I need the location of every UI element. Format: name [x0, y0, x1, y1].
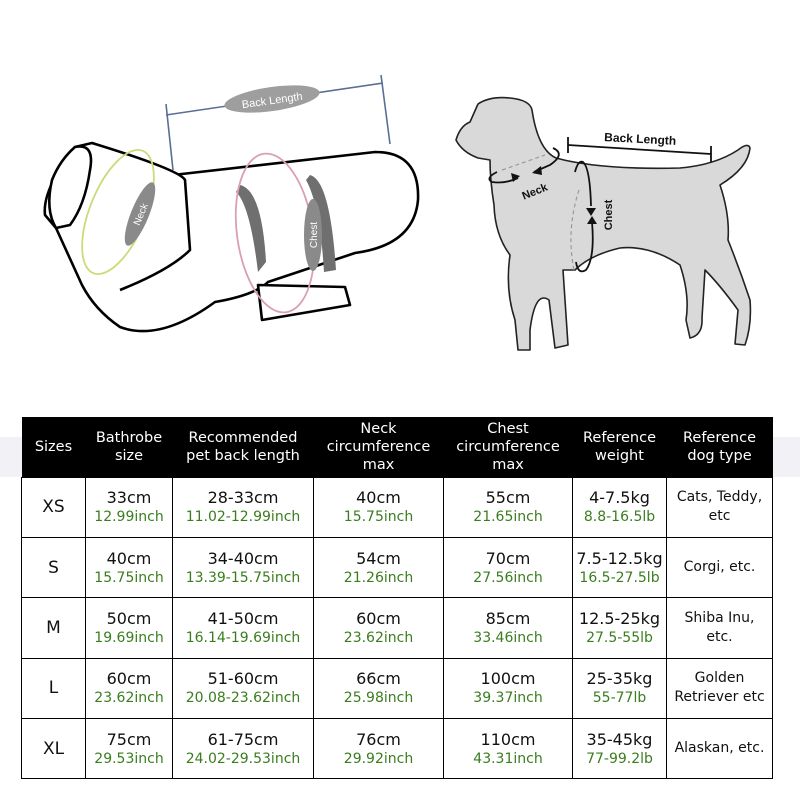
header-bathrobe-size: [86, 417, 173, 477]
chest-cell: [444, 537, 573, 597]
imperial-value: 43.31inch: [473, 750, 543, 767]
table-row: [22, 477, 773, 537]
imperial-value: 15.75inch: [94, 569, 164, 586]
header-row: [22, 417, 773, 477]
coat-chest-label: Chest: [309, 221, 320, 249]
bathrobe-size-cell: [86, 537, 173, 597]
imperial-value: 16.14-19.69inch: [185, 629, 301, 646]
dog-type-line: Alaskan, etc.: [674, 740, 765, 757]
neck-cell: [314, 537, 444, 597]
header-line: circumference: [326, 438, 431, 455]
weight-cell: [573, 598, 667, 658]
imperial-value: 55-77lb: [592, 690, 647, 707]
bathrobe-size-cell: [86, 719, 173, 779]
metric-value: 54cm: [356, 548, 401, 568]
imperial-value: 8.8-16.5lb: [583, 509, 656, 526]
header-line: Sizes: [34, 438, 73, 455]
size-chart-header: [22, 417, 773, 477]
weight-cell: [573, 719, 667, 779]
header-shade-left: [0, 437, 22, 477]
size-cell: XS: [22, 477, 86, 537]
metric-value: 70cm: [485, 548, 531, 568]
neck-cell: [314, 598, 444, 658]
metric-value: 33cm: [106, 488, 152, 508]
chest-cell: [444, 658, 573, 718]
imperial-value: 29.53inch: [94, 750, 164, 767]
size-cell: M: [22, 598, 86, 658]
dog-neck-label: Neck: [520, 181, 550, 203]
dog-type-cell: [667, 537, 773, 597]
bathrobe-size-cell: [86, 477, 173, 537]
dog-type-line: Shiba Inu,: [684, 609, 755, 626]
metric-value: 55cm: [485, 488, 531, 508]
dog-chest-label: Chest: [603, 199, 615, 231]
header-shade-right: [771, 437, 800, 477]
imperial-value: 21.65inch: [473, 509, 543, 526]
imperial-value: 19.69inch: [94, 629, 164, 646]
dog-type-line: etc: [708, 508, 731, 525]
table-row: [22, 598, 773, 658]
metric-value: 51-60cm: [207, 669, 279, 689]
metric-value: 76cm: [356, 729, 401, 749]
metric-value: 50cm: [106, 608, 152, 628]
metric-value: 7.5-12.5kg: [576, 548, 663, 568]
back-length-cell: [173, 477, 314, 537]
header-line: Chest: [487, 420, 529, 437]
metric-value: 61-75cm: [207, 729, 279, 749]
header-line: weight: [595, 447, 644, 464]
imperial-value: 15.75inch: [343, 509, 414, 526]
header-line: Bathrobe: [95, 429, 163, 446]
dog-type-cell: [667, 658, 773, 718]
size-chart-body: [22, 477, 773, 779]
size-cell: L: [22, 658, 86, 718]
header-reference-dog-type: [667, 417, 773, 477]
imperial-value: 33.46inch: [473, 629, 543, 646]
table-row: [22, 719, 773, 779]
coat-outline: [45, 143, 418, 331]
size-cell: XL: [22, 719, 86, 779]
metric-value: 25-35kg: [586, 669, 653, 689]
coat-diagram: [45, 75, 418, 331]
metric-value: 66cm: [356, 669, 401, 689]
header-line: dog type: [687, 447, 752, 464]
metric-value: 100cm: [480, 669, 536, 689]
table-row: [22, 537, 773, 597]
dog-type-line: etc.: [706, 628, 733, 645]
imperial-value: 27.5-55lb: [586, 629, 653, 646]
bathrobe-size-cell: [86, 598, 173, 658]
header-line: Reference: [582, 429, 657, 446]
header-back-length: [173, 417, 314, 477]
weight-cell: [573, 658, 667, 718]
imperial-value: 23.62inch: [343, 629, 414, 646]
metric-value: 85cm: [485, 608, 531, 628]
back-length-cell: [173, 537, 314, 597]
dog-type-line: Golden: [694, 670, 745, 687]
header-neck-circumference: [314, 417, 444, 477]
imperial-value: 39.37inch: [473, 690, 543, 707]
header-line: max: [492, 456, 524, 473]
metric-value: 40cm: [356, 488, 401, 508]
dog-type-cell: [667, 477, 773, 537]
imperial-value: 25.98inch: [343, 690, 414, 707]
dog-back-length-label: Back Length: [603, 130, 677, 148]
size-cell: S: [22, 537, 86, 597]
dog-type-line: Retriever etc: [674, 689, 765, 706]
imperial-value: 11.02-12.99inch: [185, 509, 301, 526]
coat-neck-label: Neck: [132, 201, 151, 228]
imperial-value: 20.08-23.62inch: [185, 690, 301, 707]
back-length-cell: [173, 719, 314, 779]
neck-cell: [314, 719, 444, 779]
header-sizes: [22, 417, 86, 477]
dog-diagram: [456, 98, 750, 350]
table-row: [22, 658, 773, 718]
metric-value: 28-33cm: [207, 488, 279, 508]
dog-type-line: Corgi, etc.: [683, 559, 756, 576]
header-line: Reference: [682, 429, 757, 446]
metric-value: 40cm: [106, 548, 152, 568]
dog-type-cell: [667, 719, 773, 779]
imperial-value: 16.5-27.5lb: [579, 569, 660, 586]
header-line: Recommended: [188, 429, 298, 446]
header-chest-circumference: [444, 417, 573, 477]
metric-value: 34-40cm: [207, 548, 279, 568]
metric-value: 60cm: [356, 608, 401, 628]
imperial-value: 29.92inch: [343, 750, 414, 767]
header-line: pet back length: [186, 447, 300, 464]
imperial-value: 27.56inch: [473, 569, 543, 586]
imperial-value: 24.02-29.53inch: [185, 750, 301, 767]
back-length-cell: [173, 598, 314, 658]
metric-value: 12.5-25kg: [578, 608, 661, 628]
size-chart-table: [21, 417, 773, 779]
header-line: size: [114, 447, 144, 464]
weight-cell: [573, 477, 667, 537]
chest-cell: [444, 719, 573, 779]
metric-value: 75cm: [106, 729, 152, 749]
imperial-value: 21.26inch: [343, 569, 414, 586]
neck-cell: [314, 477, 444, 537]
weight-cell: [573, 537, 667, 597]
neck-cell: [314, 658, 444, 718]
header-line: Neck: [360, 420, 397, 437]
imperial-value: 23.62inch: [94, 690, 164, 707]
imperial-value: 77-99.2lb: [586, 750, 653, 767]
dog-type-cell: [667, 598, 773, 658]
metric-value: 35-45kg: [586, 729, 653, 749]
chest-cell: [444, 598, 573, 658]
coat-back-length-label: Back Length: [241, 90, 304, 112]
dog-type-line: Cats, Teddy,: [676, 489, 763, 506]
bathrobe-size-cell: [86, 658, 173, 718]
imperial-value: 13.39-15.75inch: [185, 569, 301, 586]
header-reference-weight: [573, 417, 667, 477]
back-length-cell: [173, 658, 314, 718]
header-line: circumference: [456, 438, 560, 455]
metric-value: 60cm: [106, 669, 152, 689]
imperial-value: 12.99inch: [94, 509, 164, 526]
metric-value: 110cm: [480, 729, 536, 749]
metric-value: 41-50cm: [207, 608, 279, 628]
metric-value: 4-7.5kg: [589, 488, 650, 508]
chest-cell: [444, 477, 573, 537]
header-line: max: [362, 456, 395, 473]
